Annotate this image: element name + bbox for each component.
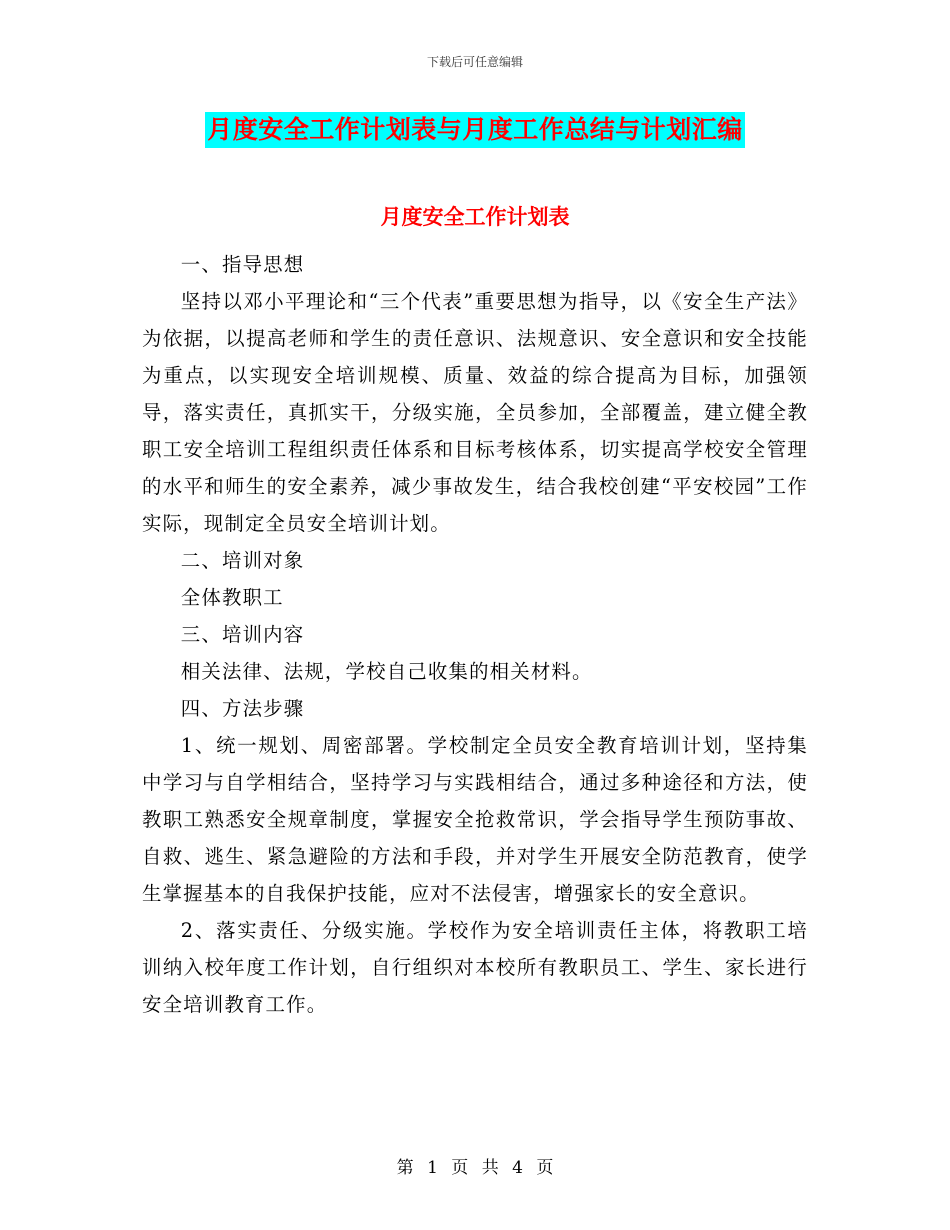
paragraph-step-1: 1、统一规划、周密部署。学校制定全员安全教育培训计划，坚持集中学习与自学相结合，坚持学习与实践相结合，通过多种途径和方法，使教职工熟悉安全规章制度，掌握安全抢救常识，学会指导学生预防事故、自救、逃生、紧急避险的方法和手段，并对学生开展安全防范教育，使学生掌握基本的自我保护技能，应对不法侵害，增强家长的安全意识。	[142, 734, 808, 905]
footer-prefix: 第	[396, 1158, 414, 1178]
header-note: 下载后可任意编辑	[426, 55, 523, 69]
footer-total-prefix: 共	[481, 1158, 499, 1178]
page-footer	[0, 1153, 950, 1178]
footer-page-number: 1	[427, 1158, 438, 1178]
document-body	[142, 246, 808, 1023]
sub-title: 月度安全工作计划表	[380, 205, 570, 229]
paragraph-training-target: 全体教职工	[180, 586, 284, 609]
section-heading-method-steps: 四、方法步骤	[180, 697, 305, 720]
paragraph-step-2: 2、落实责任、分级实施。学校作为安全培训责任主体，将教职工培训纳入校年度工作计划，自行组织对本校所有教职员工、学生、家长进行安全培训教育工作。	[142, 919, 808, 1016]
main-title-wrap	[0, 112, 950, 148]
paragraph-guiding-ideology: 坚持以邓小平理论和“三个代表”重要思想为指导，以《安全生产法》为依据，以提高老师和学生的责任意识、法规意识、安全意识和安全技能为重点，以实现安全培训规模、质量、效益的综合提高为目标，加强领导，落实责任，真抓实干，分级实施，全员参加，全部覆盖，建立健全教职工安全培训工程组织责任体系和目标考核体系，切实提高学校安全管理的水平和师生的安全素养，减少事故发生，结合我校创建“平安校园”工作实际，现制定全员安全培训计划。	[142, 290, 808, 535]
paragraph-training-content: 相关法律、法规，学校自己收集的相关材料。	[180, 660, 593, 683]
section-heading-training-target: 二、培训对象	[180, 549, 305, 572]
footer-mid: 页	[451, 1158, 469, 1178]
section-heading-guiding-ideology: 一、指导思想	[180, 253, 305, 276]
main-title: 月度安全工作计划表与月度工作总结与计划汇编	[205, 112, 745, 148]
footer-suffix: 页	[536, 1158, 554, 1178]
footer-total-pages: 4	[512, 1158, 523, 1178]
section-heading-training-content: 三、培训内容	[180, 623, 305, 646]
